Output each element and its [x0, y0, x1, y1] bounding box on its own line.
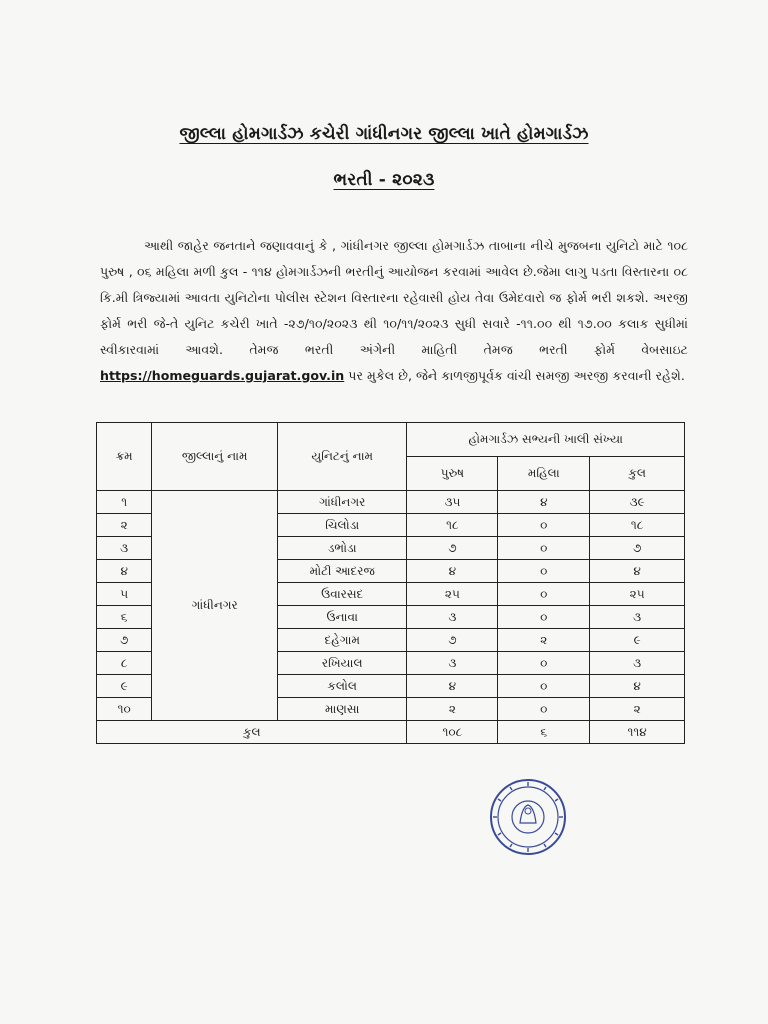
header-female: મહિલા [498, 457, 590, 491]
cell-male: ૧૮ [407, 514, 498, 537]
cell-female: ૪ [498, 491, 590, 514]
notice-text-part1: આથી જાહેર જનતાને જણાવવાનું કે , ગાંધીનગર જીલ્લા હોમગાર્ડઝ તાબાના નીચે મુજબના યુનિટો માટે ૧૦૮ પુરુષ , ૦૬ મહિલા મળી કુલ - ૧૧૪ હોમગાર્ડઝની ભરતીનું આયોજન કરવામાં આવેલ છે.જેમા લાગુ પડતા વિસ્તારના ૦૮ કિ.મી ત્રિજ્યામાં આવતા યુનિટોના પોલીસ સ્ટેશન વિસ્તારના રહેવાસી હોય તેવા ઉમેદવારો જ ફોર્મ ભરી શકશે. અરજી ફોર્મ ભરી જે-તે યુનિટ કચેરી ખાતે -૨૭/૧૦/૨૦૨૩ થી ૧૦/૧૧/૨૦૨૩ સુધી સવારે -૧૧.૦૦ થી ૧૭.૦૦ કલાક સુધીમાં સ્વીકારવામાં આવશે. તેમજ ભરતી અંગેની માહિતી તેમજ ભરતી ફોર્મ વેબસાઇટ [100, 238, 688, 357]
cell-total: ૨ [590, 698, 685, 721]
cell-district: ગાંધીનગર [152, 491, 278, 721]
cell-unit: ચિલોડા [277, 514, 407, 537]
vacancy-table [96, 422, 685, 744]
cell-female: ૦ [498, 606, 590, 629]
cell-female: ૦ [498, 652, 590, 675]
cell-serial: ૫ [97, 583, 152, 606]
cell-unit: રખિયાલ [277, 652, 407, 675]
notice-paragraph [100, 233, 688, 389]
cell-serial: ૯ [97, 675, 152, 698]
header-vacancy-group: હોમગાર્ડઝ સભ્યની ખાલી સંખ્યા [407, 423, 685, 457]
official-seal-icon [488, 777, 568, 857]
cell-total: ૭ [590, 537, 685, 560]
cell-unit: માણસા [277, 698, 407, 721]
table-row [97, 491, 685, 514]
total-male: ૧૦૮ [407, 721, 498, 744]
cell-serial: ૪ [97, 560, 152, 583]
cell-male: ૭ [407, 629, 498, 652]
total-total: ૧૧૪ [590, 721, 685, 744]
cell-male: ૨ [407, 698, 498, 721]
cell-female: ૨ [498, 629, 590, 652]
document-subtitle: ભરતી - ૨૦૨૩ [333, 170, 435, 190]
cell-total: ૪ [590, 675, 685, 698]
cell-total: ૯ [590, 629, 685, 652]
cell-serial: ૩ [97, 537, 152, 560]
cell-female: ૦ [498, 560, 590, 583]
cell-serial: ૧ [97, 491, 152, 514]
cell-male: ૨૫ [407, 583, 498, 606]
cell-serial: ૭ [97, 629, 152, 652]
cell-female: ૦ [498, 537, 590, 560]
cell-male: ૩ [407, 652, 498, 675]
cell-unit: ગાંધીનગર [277, 491, 407, 514]
cell-female: ૦ [498, 698, 590, 721]
total-label: કુલ [97, 721, 407, 744]
cell-unit: મોટી આદરજ [277, 560, 407, 583]
website-link[interactable]: https://homeguards.gujarat.gov.in [100, 368, 345, 383]
header-district: જીલ્લાનું નામ [152, 423, 278, 491]
header-total: કુલ [590, 457, 685, 491]
cell-total: ૪ [590, 560, 685, 583]
cell-male: ૭ [407, 537, 498, 560]
cell-female: ૦ [498, 583, 590, 606]
table-body [97, 491, 685, 721]
header-male: પુરુષ [407, 457, 498, 491]
notice-text-part2: પર મુકેલ છે, જેને કાળજીપૂર્વક વાંચી સમજી અરજી કરવાની રહેશે. [348, 368, 685, 383]
cell-male: ૪ [407, 560, 498, 583]
cell-male: ૩ [407, 606, 498, 629]
document-title: જીલ્લા હોમગાર્ડઝ કચેરી ગાંધીનગર જીલ્લા ખાતે હોમગાર્ડઝ [179, 124, 589, 144]
cell-total: ૩ [590, 606, 685, 629]
cell-female: ૦ [498, 514, 590, 537]
cell-unit: કલોલ [277, 675, 407, 698]
table-header-row [97, 423, 685, 457]
cell-serial: ૮ [97, 652, 152, 675]
cell-unit: દહેગામ [277, 629, 407, 652]
cell-total: ૧૮ [590, 514, 685, 537]
cell-female: ૦ [498, 675, 590, 698]
cell-unit: ડભોડા [277, 537, 407, 560]
cell-total: ૩૯ [590, 491, 685, 514]
total-female: ૬ [498, 721, 590, 744]
table-total-row [97, 721, 685, 744]
cell-unit: ઉવારસદ [277, 583, 407, 606]
cell-serial: ૧૦ [97, 698, 152, 721]
cell-serial: ૬ [97, 606, 152, 629]
cell-male: ૩૫ [407, 491, 498, 514]
cell-unit: ઉનાવા [277, 606, 407, 629]
header-unit: યુનિટનું નામ [277, 423, 407, 491]
cell-male: ૪ [407, 675, 498, 698]
header-serial: ક્રમ [97, 423, 152, 491]
cell-total: ૨૫ [590, 583, 685, 606]
cell-serial: ૨ [97, 514, 152, 537]
cell-total: ૩ [590, 652, 685, 675]
